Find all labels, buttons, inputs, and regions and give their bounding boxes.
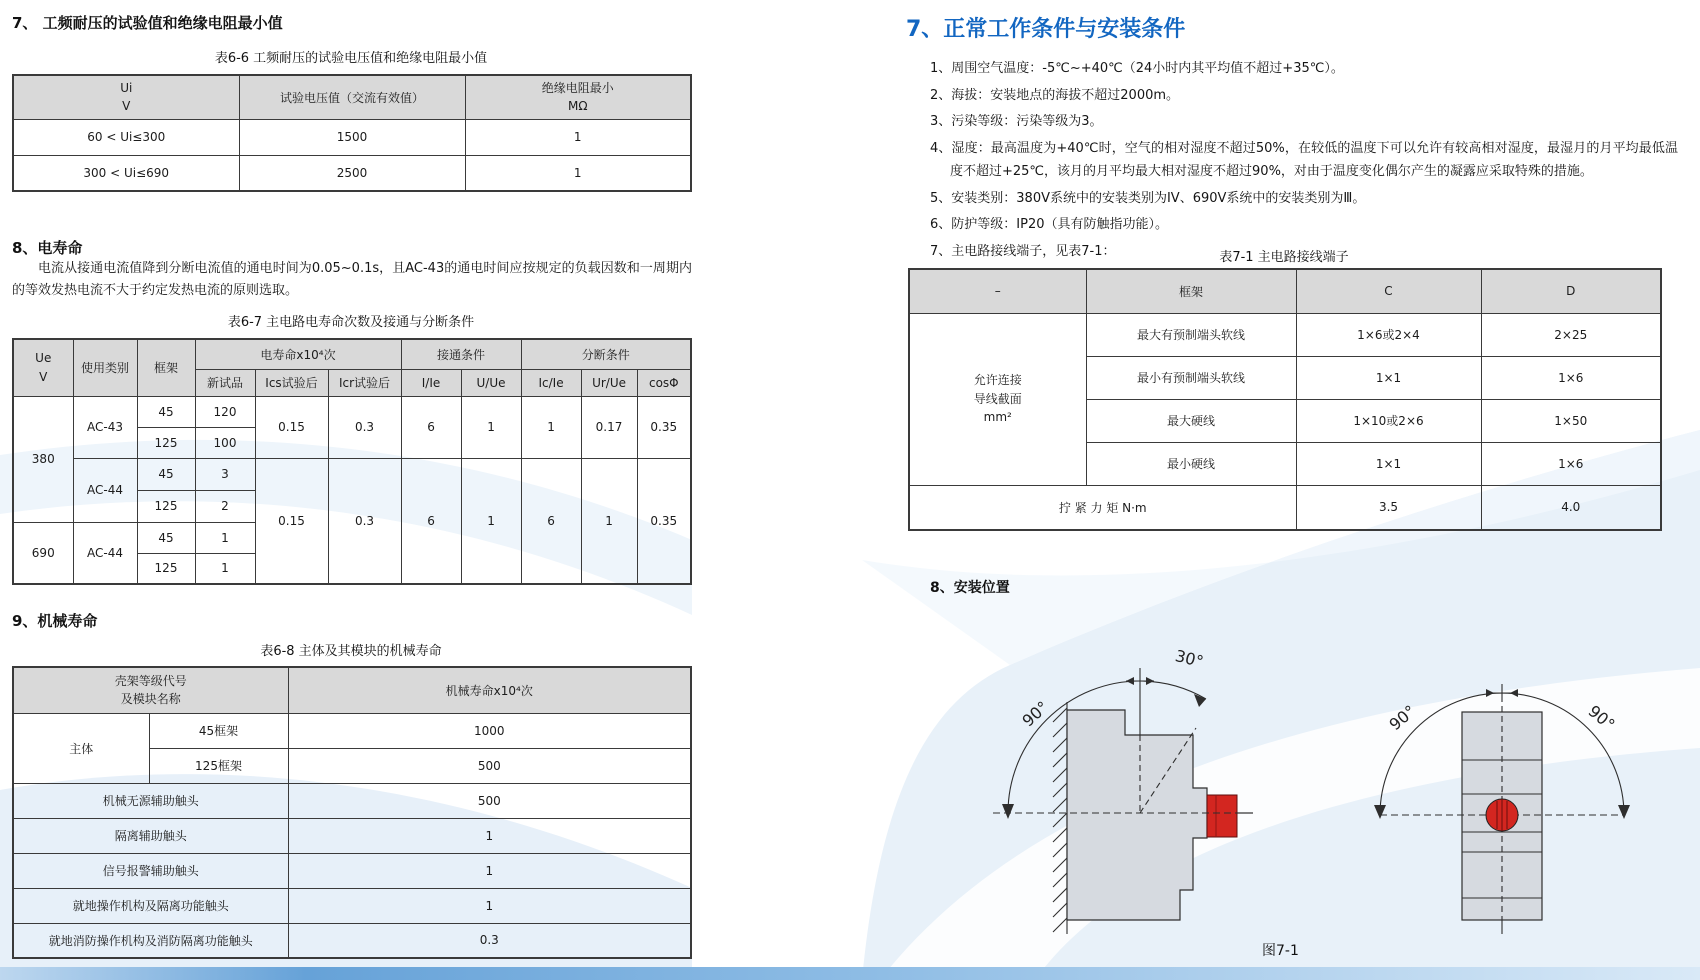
t71-cell: 1×6 [1481, 442, 1661, 485]
table-6-7 [12, 338, 692, 585]
t67-cell: 125 [137, 553, 195, 584]
t67-cell: 0.35 [637, 458, 691, 584]
t68-cell: 信号报警辅助触头 [13, 853, 288, 888]
t66-cell: 2500 [239, 155, 465, 191]
t66-header-res-line1: 绝缘电阻最小 [541, 80, 614, 95]
list-item: 2、海拔：安装地点的海拔不超过2000m。 [930, 87, 1180, 103]
arrowhead [1486, 689, 1494, 697]
t67-header-life: 电寿命x10⁴次 [195, 339, 401, 369]
t68-cell: 45框架 [149, 713, 288, 748]
table68-caption: 表6-8 主体及其模块的机械寿命 [260, 644, 442, 659]
t71-cell: 最大硬线 [1086, 399, 1296, 442]
angle-label-30: 30° [1173, 646, 1206, 672]
t66-header-ui [13, 75, 239, 119]
t68-cell: 1 [288, 818, 691, 853]
table-6-8 [12, 666, 692, 959]
t67-header-break: 分断条件 [521, 339, 691, 369]
t71-header-frame: 框架 [1086, 269, 1296, 313]
t67-cell-ac44: AC-44 [73, 522, 137, 584]
t68-cell: 就地消防操作机构及消防隔离功能触头 [13, 923, 288, 958]
t68-cell: 机械无源辅助触头 [13, 783, 288, 818]
t68-cell: 1000 [288, 713, 691, 748]
arrowhead [1146, 677, 1154, 685]
t67-cell: 1 [461, 396, 521, 458]
t67-cell: 1 [581, 458, 637, 584]
t66-cell: 300 < Ui≤690 [13, 155, 239, 191]
t66-header-testvoltage: 试验电压值（交流有效值） [239, 75, 465, 119]
t68-cell: 500 [288, 748, 691, 783]
t67-header-ue [13, 339, 73, 396]
t66-header-ui-line1: Ui [120, 80, 133, 95]
t67-cell: 120 [195, 396, 255, 427]
list-item: 1、周围空气温度：-5℃~+40℃（24小时内其平均值不超过+35℃）。 [930, 61, 1344, 76]
t71-wire-line3: mm² [983, 410, 1012, 425]
table66-caption: 表6-6 工频耐压的试验电压值和绝缘电阻最小值 [214, 51, 488, 66]
arrowhead [1126, 677, 1134, 685]
section8-heading-right: 8、安装位置 [930, 580, 1010, 596]
t67-cell: 45 [137, 458, 195, 490]
t66-cell: 1500 [239, 119, 465, 155]
bottom-decor-bar [0, 967, 1700, 980]
t71-cell: 3.5 [1296, 485, 1481, 530]
t66-header-res-line2: MΩ [567, 99, 588, 114]
handle-red [1207, 795, 1237, 837]
angle-label-90-left: 90° [1385, 701, 1420, 735]
list-item: 6、防护等级：IP20（具有防触指功能）。 [930, 217, 1168, 232]
list-item: 3、污染等级：污染等级为3。 [930, 114, 1103, 129]
list-item: 4、湿度：最高温度为+40℃时，空气的相对湿度不超过50%，在较低的温度下可以允许有较高相对湿度，最湿月的月平均最低温度不超过+25℃，该月的月平均最大相对湿度不超过90%，对由于温度变化偶尔产生的凝露应采取特殊的措施。 [930, 140, 1678, 179]
t66-cell: 1 [465, 119, 691, 155]
t67-cell: 45 [137, 396, 195, 427]
t67-header-make: 接通条件 [401, 339, 521, 369]
t68-cell: 0.3 [288, 923, 691, 958]
t67-cell: 0.3 [328, 458, 401, 584]
t67-cell-690: 690 [13, 522, 73, 584]
t67-header-iie: I/Ie [401, 369, 461, 396]
t68-header-life: 机械寿命x10⁴次 [288, 667, 691, 713]
t71-cell: 最大有预制端头软线 [1086, 313, 1296, 356]
t67-cell: 6 [521, 458, 581, 584]
arrowhead [1618, 805, 1630, 819]
table-7-1 [908, 268, 1662, 531]
t71-wire-line2: 导线截面 [973, 391, 1022, 406]
t67-cell: 0.15 [255, 396, 328, 458]
t71-cell: 1×1 [1296, 442, 1481, 485]
t71-cell: 1×6或2×4 [1296, 313, 1481, 356]
t67-cell-380: 380 [13, 396, 73, 522]
t71-cell: 1×1 [1296, 356, 1481, 399]
t67-cell: 6 [401, 396, 461, 458]
section7-heading-right: 7、正常工作条件与安装条件 [906, 17, 1186, 42]
table-6-6 [12, 74, 692, 192]
figure-caption: 图7-1 [1262, 943, 1299, 959]
t67-cell: 6 [401, 458, 461, 584]
t67-header-urue: Ur/Ue [581, 369, 637, 396]
wall-hatching [1053, 702, 1067, 934]
t66-header-resistance [465, 75, 691, 119]
t67-cell: 0.35 [637, 396, 691, 458]
t67-cell: 1 [521, 396, 581, 458]
t67-cell: 0.17 [581, 396, 637, 458]
t67-header-ue-line2: V [39, 369, 48, 384]
t71-wire-line1: 允许连接 [973, 373, 1022, 388]
list-item: 5、安装类别：380V系统中的安装类别为IV、690V系统中的安装类别为Ⅲ。 [930, 190, 1366, 206]
t71-cell: 4.0 [1481, 485, 1661, 530]
t67-header-frame: 框架 [137, 339, 195, 396]
t68-cell: 就地操作机构及隔离功能触头 [13, 888, 288, 923]
t71-cell: 1×6 [1481, 356, 1661, 399]
list-item: 7、主电路接线端子，见表7-1： [930, 243, 1116, 259]
t71-cell: 1×50 [1481, 399, 1661, 442]
t66-cell: 60 < Ui≤300 [13, 119, 239, 155]
figure-side-view [935, 598, 1265, 943]
t71-cell-wire-section [909, 313, 1086, 485]
t67-cell: 0.3 [328, 396, 401, 458]
t67-header-new: 新试品 [195, 369, 255, 396]
t67-cell: 125 [137, 427, 195, 458]
t67-cell: 3 [195, 458, 255, 490]
t66-header-ui-line2: V [122, 99, 131, 114]
t71-cell-torque-label: 拧 紧 力 矩 N·m [909, 485, 1296, 530]
t71-cell: 2×25 [1481, 313, 1661, 356]
t71-header-dash: – [909, 269, 1086, 313]
t67-header-ics: Ics试验后 [255, 369, 328, 396]
t68-cell: 1 [288, 888, 691, 923]
t68-cell: 1 [288, 853, 691, 888]
t68-header-shell [13, 667, 288, 713]
t71-cell: 1×10或2×6 [1296, 399, 1481, 442]
angle-label-90: 90° [1018, 697, 1053, 731]
t66-cell: 1 [465, 155, 691, 191]
t68-cell-main: 主体 [13, 713, 149, 783]
t68-header-shell-line2: 及模块名称 [120, 692, 181, 707]
t67-cell: 1 [461, 458, 521, 584]
arrowhead [1374, 805, 1386, 819]
t67-header-icie: Ic/Ie [521, 369, 581, 396]
t71-cell: 最小硬线 [1086, 442, 1296, 485]
section7-heading-left: 7、 工频耐压的试验值和绝缘电阻最小值 [12, 14, 283, 32]
angle-label-90-right: 90° [1584, 701, 1619, 735]
arrowhead [1510, 689, 1518, 697]
table67-caption: 表6-7 主电路电寿命次数及接通与分断条件 [227, 315, 475, 330]
t67-cell-ac44: AC-44 [73, 458, 137, 522]
t67-cell: 0.15 [255, 458, 328, 584]
t67-cell: 100 [195, 427, 255, 458]
section8-heading-left: 8、电寿命 [12, 239, 83, 257]
t67-header-icr: Icr试验后 [328, 369, 401, 396]
section9-heading-left: 9、机械寿命 [12, 612, 98, 630]
t67-cell: 45 [137, 522, 195, 553]
device-side-profile [1067, 710, 1207, 920]
t71-header-c: C [1296, 269, 1481, 313]
t68-cell: 500 [288, 783, 691, 818]
t68-cell: 125框架 [149, 748, 288, 783]
arrowhead [1002, 804, 1014, 819]
t68-cell: 隔离辅助触头 [13, 818, 288, 853]
t67-header-ue-line1: Ue [35, 351, 52, 366]
t67-cell: 125 [137, 490, 195, 522]
figure-front-view [1340, 598, 1680, 943]
t67-cell-ac43: AC-43 [73, 396, 137, 458]
t71-header-d: D [1481, 269, 1661, 313]
t67-header-cos: cosΦ [637, 369, 691, 396]
t71-cell: 最小有预制端头软线 [1086, 356, 1296, 399]
t68-header-shell-line1: 壳架等级代号 [114, 673, 187, 688]
t67-cell: 1 [195, 553, 255, 584]
section8-paragraph: 电流从接通电流值降到分断电流值的通电时间为0.05~0.1s，且AC-43的通电时间应按规定的负载因数和一周期内的等效发热电流不大于约定发热电流的原则选取。 [12, 261, 692, 298]
t67-header-category: 使用类别 [73, 339, 137, 396]
table71-caption: 表7-1 主电路接线端子 [1219, 250, 1349, 265]
t67-cell: 2 [195, 490, 255, 522]
t67-header-uue: U/Ue [461, 369, 521, 396]
t67-cell: 1 [195, 522, 255, 553]
conditions-list [930, 57, 1678, 266]
